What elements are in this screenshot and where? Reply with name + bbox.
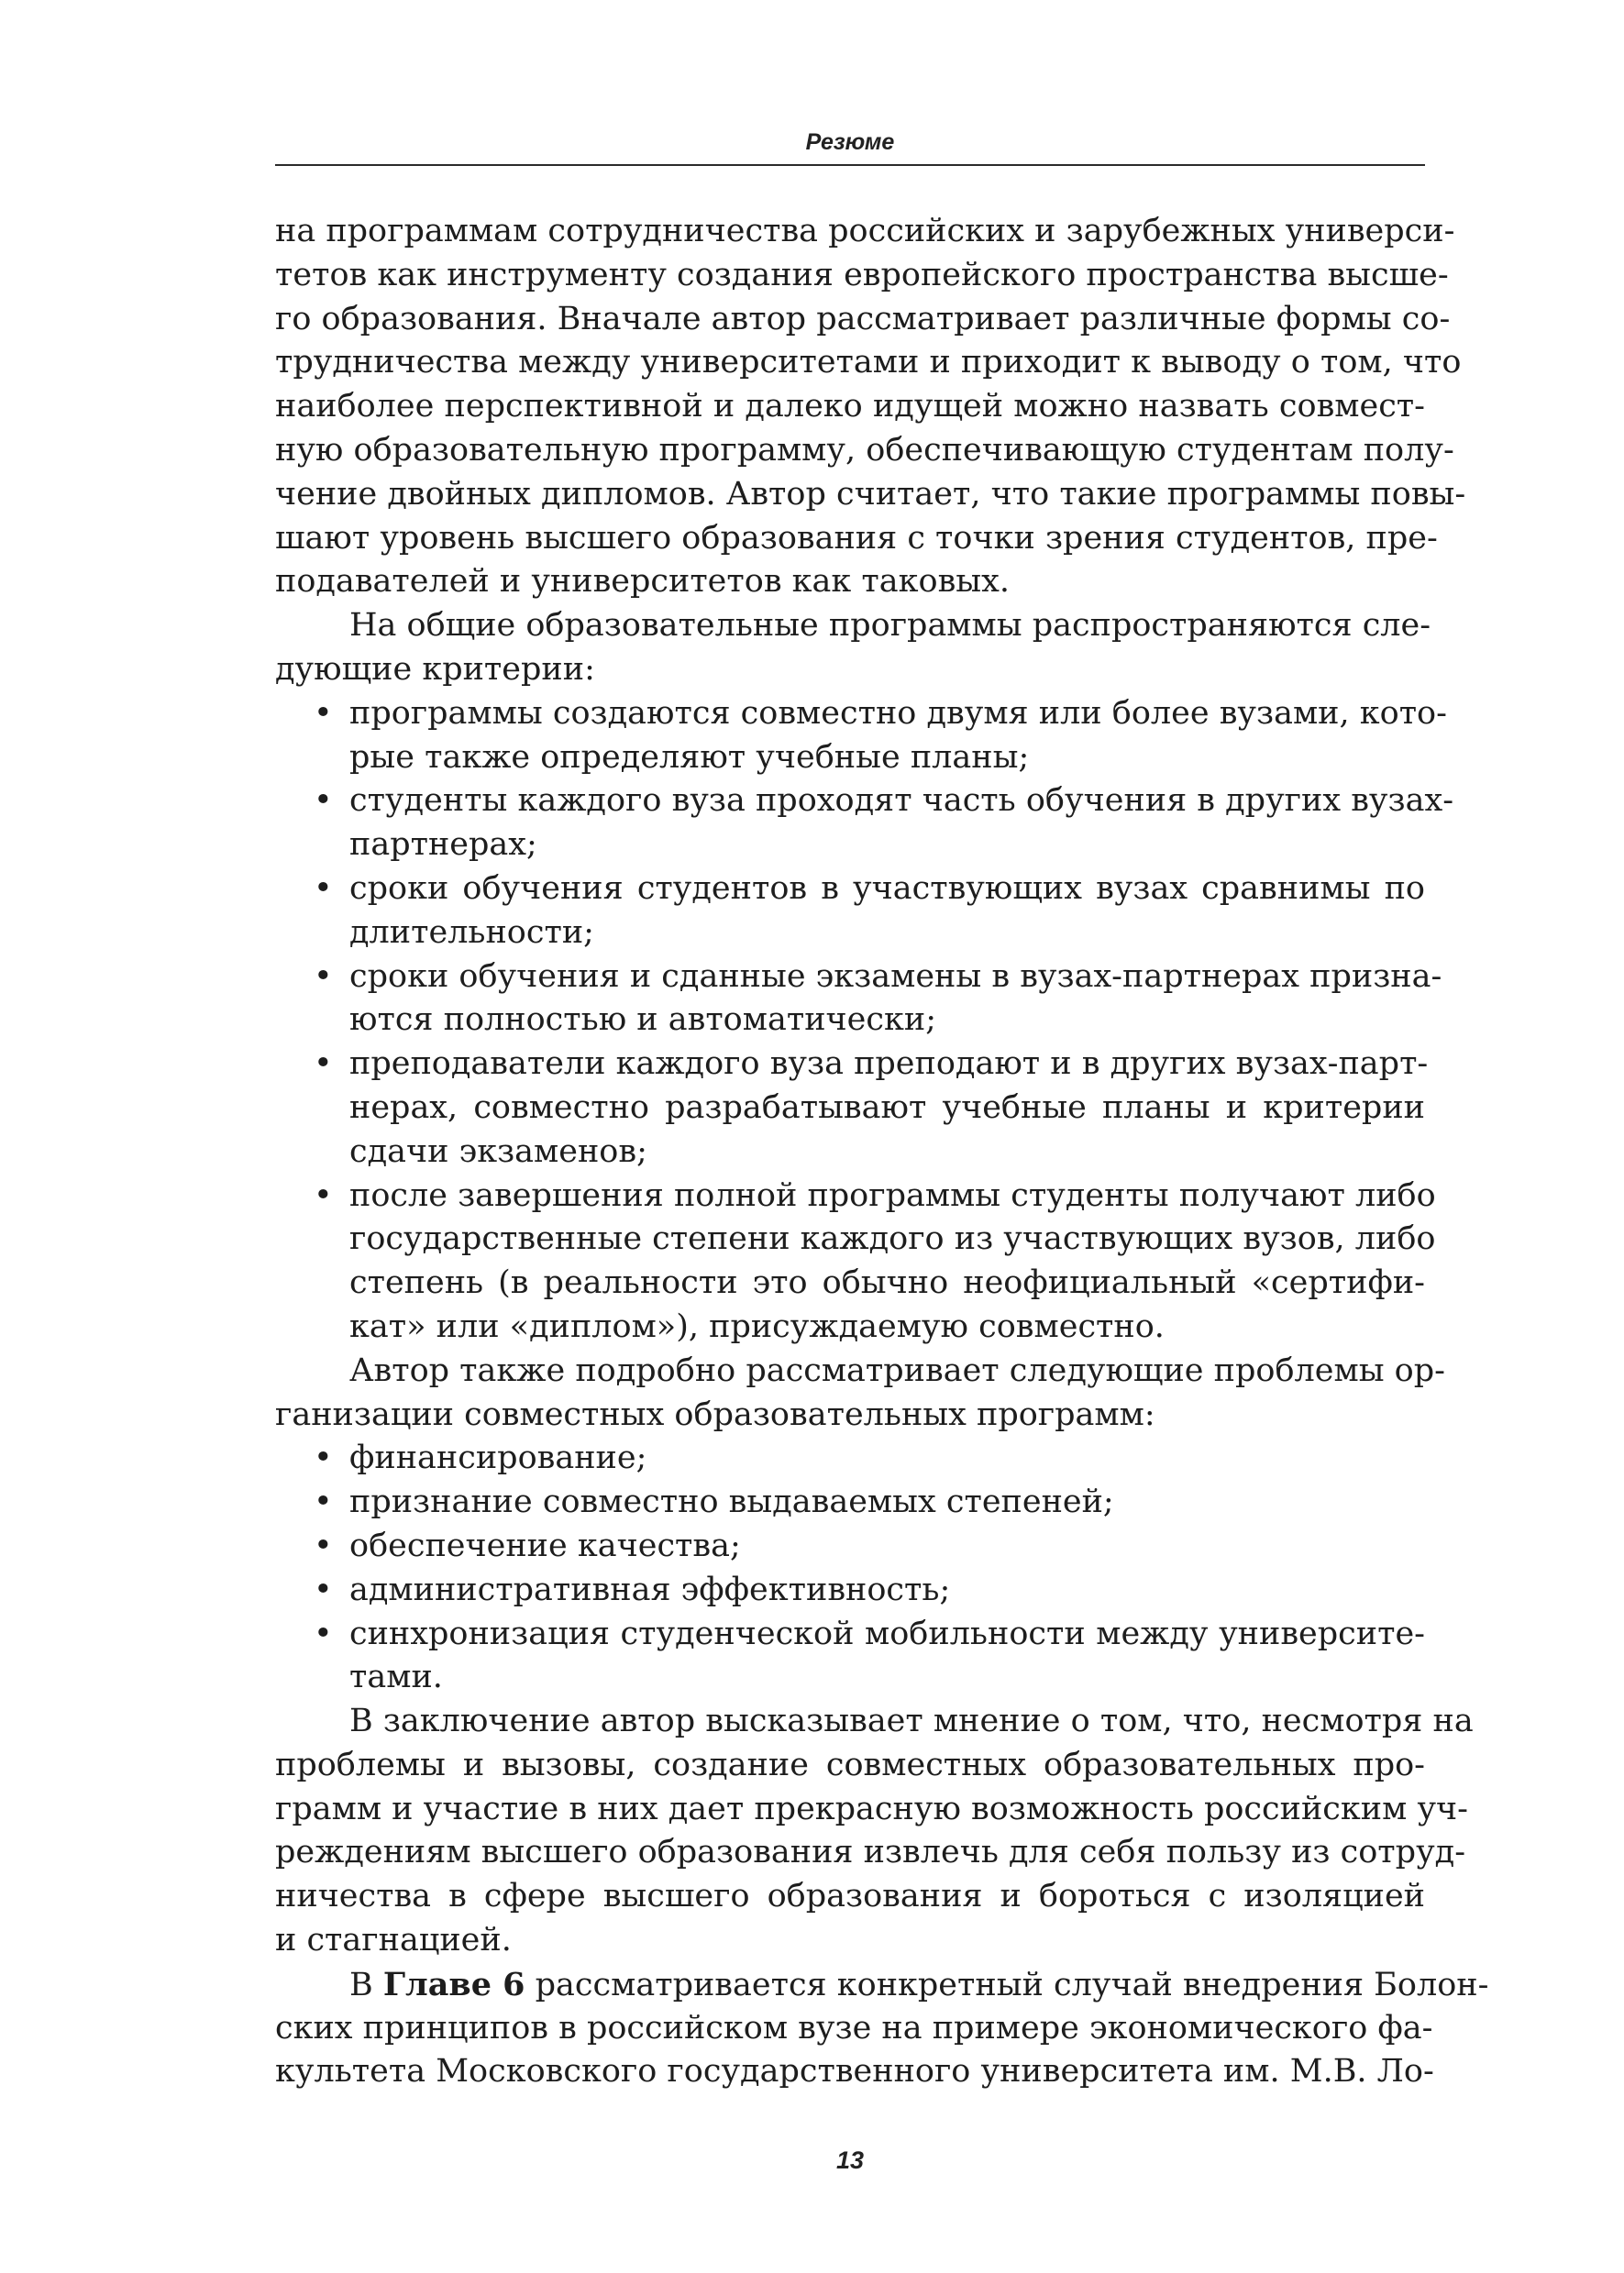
text-line: чение двойных дипломов. Автор считает, что такие программы повы- — [275, 475, 1466, 513]
bullet-marker: • — [314, 869, 333, 907]
bullet-continuation: партнерах; — [349, 826, 537, 864]
bullet-text: сроки обучения и сданные экзамены в вузах-партнерах призна- — [349, 957, 1442, 995]
text-line: ских принципов в российском вузе на примере экономического фа- — [275, 2009, 1433, 2047]
chapter-reference: Главе 6 — [382, 1965, 525, 2003]
bullet-marker: • — [314, 1484, 333, 1521]
bullet-marker: • — [314, 1571, 333, 1608]
bullet-continuation: кат» или «диплом»), присуждаемую совместно. — [349, 1308, 1165, 1345]
bullet-continuation: длительности; — [349, 913, 594, 951]
text-line: тетов как инструменту создания европейского пространства высше- — [275, 256, 1449, 293]
bullet-text: финансирование; — [349, 1440, 647, 1477]
bullet-marker: • — [314, 1615, 333, 1652]
bullet-item — [275, 1175, 1436, 1219]
running-header-title: Резюме — [805, 129, 895, 155]
text-line: ничества в сфере высшего образования и бороться с изоляцией — [275, 1878, 1425, 1915]
text-line: наиболее перспективной и далеко идущей можно назвать совмест- — [275, 388, 1425, 425]
text-line: подавателей и университетов как таковых. — [275, 563, 1011, 601]
bullet-text: студенты каждого вуза проходят часть обучения в других вузах- — [349, 782, 1454, 820]
bullet-marker: • — [314, 1440, 333, 1477]
bullet-marker: • — [314, 782, 333, 820]
paragraph-first-line — [275, 1963, 1489, 2007]
bullet-item — [275, 1437, 1425, 1481]
page-number: 13 — [835, 2146, 865, 2174]
bullet-text: административная эффективность; — [349, 1571, 951, 1608]
text-line: трудничества между университетами и приходит к выводу о том, что — [275, 344, 1462, 381]
paragraph-first-line: В заключение автор высказывает мнение о том, что, несмотря на — [349, 1703, 1474, 1740]
paragraph-first-line: На общие образовательные программы распространяются сле- — [349, 607, 1431, 645]
bullet-item — [275, 955, 1442, 999]
bullet-item — [275, 1481, 1425, 1525]
bullet-marker: • — [314, 694, 333, 732]
text-line: шают уровень высшего образования с точки зрения студентов, пре- — [275, 519, 1438, 557]
bullet-continuation: тами. — [349, 1659, 443, 1696]
text-run: рассматривается конкретный случай внедрения Болон- — [525, 1966, 1489, 2003]
header-rule — [275, 164, 1425, 166]
bullet-item — [275, 1525, 1425, 1569]
bullet-item — [275, 1613, 1425, 1657]
bullet-continuation: рые также определяют учебные планы; — [349, 738, 1030, 776]
text-line: и стагнацией. — [275, 1922, 512, 1959]
bullet-text: программы создаются совместно двумя или более вузами, кото- — [349, 694, 1447, 732]
text-line: ную образовательную программу, обеспечивающую студентам полу- — [275, 431, 1454, 469]
text-line: на программам сотрудничества российских и зарубежных универси- — [275, 213, 1455, 249]
bullet-continuation: сдачи экзаменов; — [349, 1132, 647, 1170]
text-line: реждениям высшего образования извлечь для себя пользу из сотруд- — [275, 1834, 1466, 1871]
text-line: ганизации совместных образовательных программ: — [275, 1396, 1155, 1433]
bullet-text: сроки обучения студентов в участвующих вузах сравнимы по — [349, 869, 1425, 907]
text-line: проблемы и вызовы, создание совместных образовательных про- — [275, 1746, 1425, 1783]
bullet-marker: • — [314, 1176, 333, 1214]
page-text — [275, 210, 1489, 2094]
bullet-continuation: нерах, совместно разрабатывают учебные планы и критерии — [349, 1088, 1425, 1126]
bullet-item — [275, 867, 1425, 911]
bullet-marker: • — [314, 957, 333, 995]
bullet-text: обеспечение качества; — [349, 1527, 741, 1564]
bullet-marker: • — [314, 1045, 333, 1083]
text-run: В — [349, 1966, 383, 2003]
bullet-continuation: ются полностью и автоматически; — [349, 1001, 936, 1039]
text-line: дующие критерии: — [275, 650, 595, 688]
bullet-text: преподаватели каждого вуза преподают и в других вузах-парт- — [349, 1045, 1429, 1083]
bullet-item — [275, 692, 1447, 736]
text-line: грамм и участие в них дает прекрасную возможность российским уч- — [275, 1790, 1468, 1827]
bullet-marker: • — [314, 1527, 333, 1564]
bullet-item — [275, 1043, 1429, 1087]
bullet-text: синхронизация студенческой мобильности между университе- — [349, 1615, 1425, 1652]
bullet-text: признание совместно выдаваемых степеней; — [349, 1484, 1114, 1521]
text-line: культета Московского государственного университета им. М.В. Ло- — [275, 2053, 1434, 2091]
paragraph-first-line: Автор также подробно рассматривает следующие проблемы ор- — [349, 1352, 1445, 1389]
bullet-item — [275, 779, 1454, 823]
bullet-continuation: степень (в реальности это обычно неофициальный «сертифи- — [349, 1264, 1425, 1302]
text-line: го образования. Вначале автор рассматривает различные формы со- — [275, 300, 1451, 337]
bullet-text: после завершения полной программы студенты получают либо — [349, 1176, 1436, 1214]
bullet-continuation: государственные степени каждого из участвующих вузов, либо — [349, 1220, 1436, 1258]
bullet-item — [275, 1569, 1425, 1613]
